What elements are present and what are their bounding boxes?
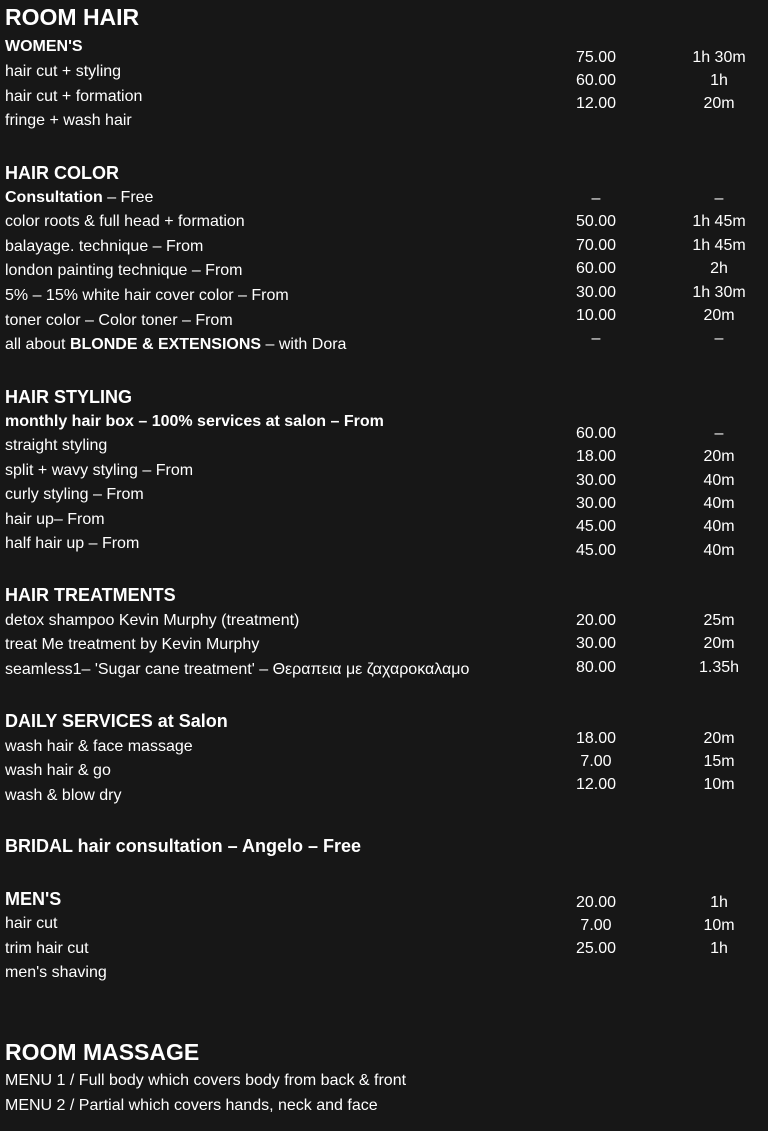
service-price: 60.00: [575, 425, 617, 442]
service-name: detox shampoo Kevin Murphy (treatment): [5, 612, 300, 629]
service-duration: 1h 30m: [692, 284, 746, 301]
section-heading-mens: MEN'S: [5, 889, 62, 909]
service-duration: 1h: [710, 940, 728, 957]
service-duration: 1.35h: [698, 659, 740, 676]
service-price: 20.00: [575, 612, 617, 629]
service-name: london painting technique – From: [5, 262, 243, 279]
service-price: 12.00: [575, 776, 617, 793]
section-heading-daily-services: DAILY SERVICES at Salon: [5, 711, 228, 731]
service-price: 50.00: [575, 213, 617, 230]
service-price: 60.00: [575, 260, 617, 277]
service-name-rest: – with Dora: [261, 336, 347, 353]
service-price: 10.00: [575, 307, 617, 324]
service-duration: 20m: [703, 448, 735, 465]
service-price: –: [591, 330, 601, 347]
service-duration: 40m: [703, 542, 735, 559]
service-duration: 25m: [703, 612, 735, 629]
service-duration: 40m: [703, 472, 735, 489]
service-name: wash & blow dry: [5, 787, 122, 804]
service-name: hair up– From: [5, 511, 105, 528]
page-title: ROOM HAIR: [5, 4, 140, 30]
service-price: 70.00: [575, 237, 617, 254]
section-title-room-massage: ROOM MASSAGE: [5, 1039, 200, 1065]
service-price: 18.00: [575, 448, 617, 465]
service-duration: 15m: [703, 753, 735, 770]
service-price: 18.00: [575, 730, 617, 747]
service-name-rest: – Free: [102, 189, 154, 206]
service-price: 30.00: [575, 472, 617, 489]
service-name: wash hair & go: [5, 762, 111, 779]
service-name: hair cut + styling: [5, 63, 122, 80]
service-name: [5, 337, 346, 353]
service-price: 30.00: [575, 284, 617, 301]
service-price: –: [591, 190, 601, 207]
service-name: trim hair cut: [5, 940, 89, 957]
service-duration: 1h 45m: [692, 237, 746, 254]
service-name: balayage. technique – From: [5, 238, 204, 255]
service-duration: –: [714, 330, 724, 347]
service-duration: –: [714, 425, 724, 442]
service-name: [5, 190, 153, 206]
massage-menu-item: MENU 2 / Partial which covers hands, neck and face: [5, 1097, 378, 1114]
service-duration: 40m: [703, 518, 735, 535]
service-name-pre: all about: [5, 336, 70, 353]
service-price: 7.00: [580, 917, 612, 934]
service-name: curly styling – From: [5, 486, 144, 503]
service-duration: 1h 30m: [692, 49, 746, 66]
service-price: 75.00: [575, 49, 617, 66]
service-price: 30.00: [575, 495, 617, 512]
service-duration: 10m: [703, 776, 735, 793]
service-name: men's shaving: [5, 964, 107, 981]
section-heading-hair-treatments: HAIR TREATMENTS: [5, 585, 176, 605]
service-price: 80.00: [575, 659, 617, 676]
service-name: hair cut + formation: [5, 88, 143, 105]
section-heading-hair-styling: HAIR STYLING: [5, 387, 133, 407]
service-name: straight styling: [5, 437, 108, 454]
service-duration: 20m: [703, 730, 735, 747]
service-name: wash hair & face massage: [5, 738, 193, 755]
service-name-bold: Consultation: [5, 189, 103, 206]
service-price: 60.00: [575, 72, 617, 89]
service-price: 30.00: [575, 635, 617, 652]
service-duration: –: [714, 190, 724, 207]
service-name: toner color – Color toner – From: [5, 312, 233, 329]
service-name-bold: BLONDE & EXTENSIONS: [69, 336, 262, 353]
service-name: fringe + wash hair: [5, 112, 132, 129]
section-heading-womens: WOMEN'S: [5, 38, 83, 55]
service-name: color roots & full head + formation: [5, 213, 245, 230]
service-name: split + wavy styling – From: [5, 462, 194, 479]
service-name: half hair up – From: [5, 535, 140, 552]
service-name: 5% – 15% white hair cover color – From: [5, 287, 289, 304]
massage-menu-item: MENU 1 / Full body which covers body from back & front: [5, 1072, 407, 1089]
service-duration: 1h: [710, 894, 728, 911]
service-price: 7.00: [580, 753, 612, 770]
service-name: treat Me treatment by Kevin Murphy: [5, 636, 260, 653]
service-price: 12.00: [575, 95, 617, 112]
service-duration: 40m: [703, 495, 735, 512]
service-duration: 20m: [703, 95, 735, 112]
section-heading-hair-color: HAIR COLOR: [5, 163, 119, 183]
service-price: 45.00: [575, 542, 617, 559]
service-duration: 2h: [710, 260, 728, 277]
service-name: hair cut: [5, 915, 58, 932]
section-heading-bridal: BRIDAL hair consultation – Angelo – Free: [5, 836, 362, 856]
service-price: 25.00: [575, 940, 617, 957]
service-duration: 20m: [703, 635, 735, 652]
service-duration: 10m: [703, 917, 735, 934]
service-duration: 1h: [710, 72, 728, 89]
service-price: 45.00: [575, 518, 617, 535]
service-duration: 1h 45m: [692, 213, 746, 230]
service-name: seamless1– 'Sugar cane treatment' – Θεραπεια με ζαχαροκαλαμο: [5, 661, 470, 678]
subheading-monthly-hair-box: monthly hair box – 100% services at salon – From: [5, 413, 384, 430]
service-price: 20.00: [575, 894, 617, 911]
service-duration: 20m: [703, 307, 735, 324]
